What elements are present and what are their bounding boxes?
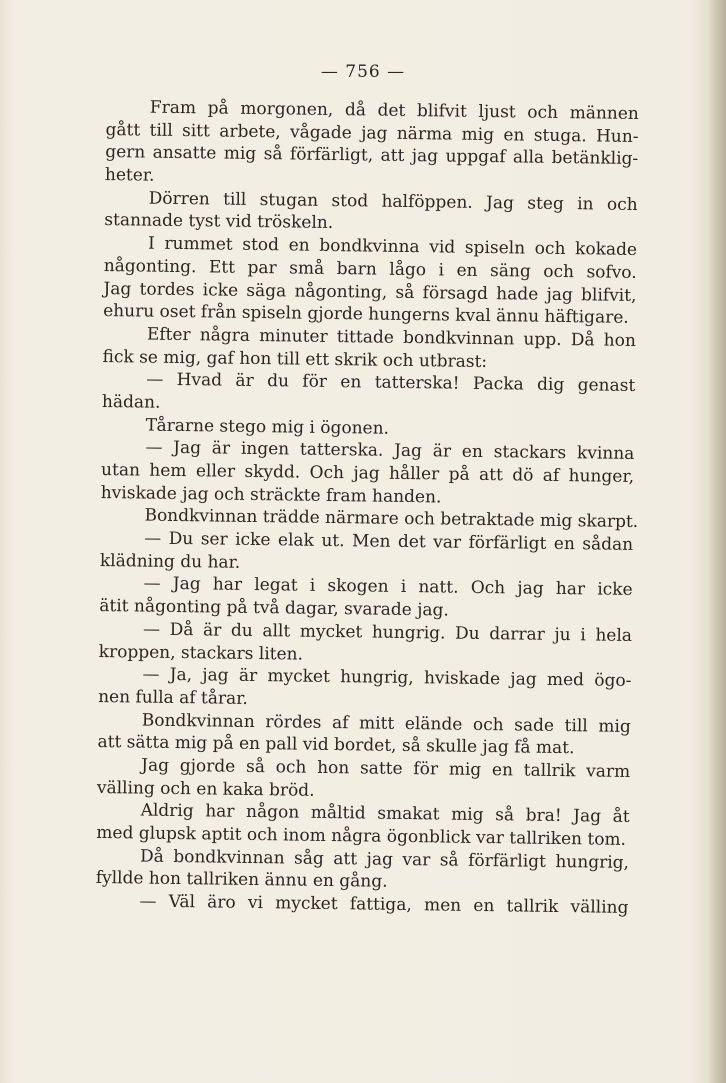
text-line: — Ja, jag är mycket hungrig, hviskade jag med ögo-: [142, 664, 632, 692]
text-line: utan hem eller skydd. Och jag håller på att dö af hunger,: [100, 459, 635, 487]
text-line: välling och en kaka bröd.: [96, 777, 315, 801]
text-line: heter.: [104, 165, 155, 186]
text-line: — Då är du allt mycket hungrig. Du darrar ju i hela: [142, 619, 633, 646]
text-line: Jag gjorde så och hon satte för mig en tallrik varm: [141, 755, 631, 782]
text-line: — Hvad är du för en tatterska! Packa dig genast: [146, 369, 636, 397]
text-line: Då bondkvinnan såg att jag var så förfärligt hungrig,: [139, 846, 630, 873]
text-line: nen fulla af tårar.: [98, 686, 249, 709]
text-line: fick se mig, gaf hon till ett skrik och utbrast:: [102, 346, 488, 372]
page-number: — 756 —: [320, 62, 406, 82]
text-line: — Jag har legat i skogen i natt. Och jag har icke: [143, 573, 633, 601]
text-line: Bondkvinnan rördes af mitt elände och sade till mig: [141, 710, 631, 737]
text-line: med glupsk aptit och inom några ögonblick var tallriken tom.: [96, 822, 627, 850]
text-line: Aldrig har någon måltid smakat mig så bra! Jag åt: [140, 800, 630, 828]
text-line: stannade tyst vid tröskeln.: [104, 210, 334, 234]
text-line: — Jag är ingen tatterska. Jag är en stackars kvinna: [145, 437, 635, 465]
text-line: ehuru oset från spiseln gjorde hungerns kval ännu häftigare.: [103, 301, 629, 329]
text-line: gern ansatte mig så förfärligt, att jag uppgaf alla betänklig-: [105, 142, 639, 170]
text-line: hädan.: [101, 391, 161, 413]
text-line: gått till sitt arbete, vågade jag närma mig en stuga. Hun-: [105, 119, 639, 147]
text-line: hviskade jag och sträckte fram handen.: [100, 482, 442, 508]
text-line: Bondkvinnan trädde närmare och betraktade mig skarpt.: [144, 505, 639, 533]
text-line: Dörren till stugan stod halföppen. Jag steg in och: [148, 188, 638, 215]
text-line: fyllde hon tallriken ännu en gång.: [95, 868, 388, 893]
text-line: att sätta mig på en pall vid bordet, så skulle jag få mat.: [97, 732, 575, 759]
text-line: — Väl äro vi mycket fattiga, men en tallrik välling: [139, 891, 629, 918]
text-line: I rummet stod en bondkvinna vid spiseln och kokade: [147, 233, 638, 261]
text-line: kroppen, stackars liten.: [98, 641, 304, 665]
text-line: ätit någonting på två dagar, svarade jag.: [99, 596, 449, 621]
text-line: Efter några minuter tittade bondkvinnan upp. Då hon: [146, 324, 636, 351]
text-line: Tårarne stego mig i ögonen.: [145, 415, 390, 439]
text-line: Jag tordes icke säga någonting, så försagd hade jag blifvit,: [103, 278, 637, 306]
text-line: klädning du har.: [99, 550, 241, 573]
text-line: Fram på morgonen, då det blifvit ljust och männen: [149, 97, 639, 124]
text-line: någonting. Ett par små barn lågo i en säng och sofvo.: [103, 255, 637, 283]
body-text: [95, 96, 639, 920]
text-line: — Du ser icke elak ut. Men det var förfärligt en sådan: [144, 528, 634, 556]
